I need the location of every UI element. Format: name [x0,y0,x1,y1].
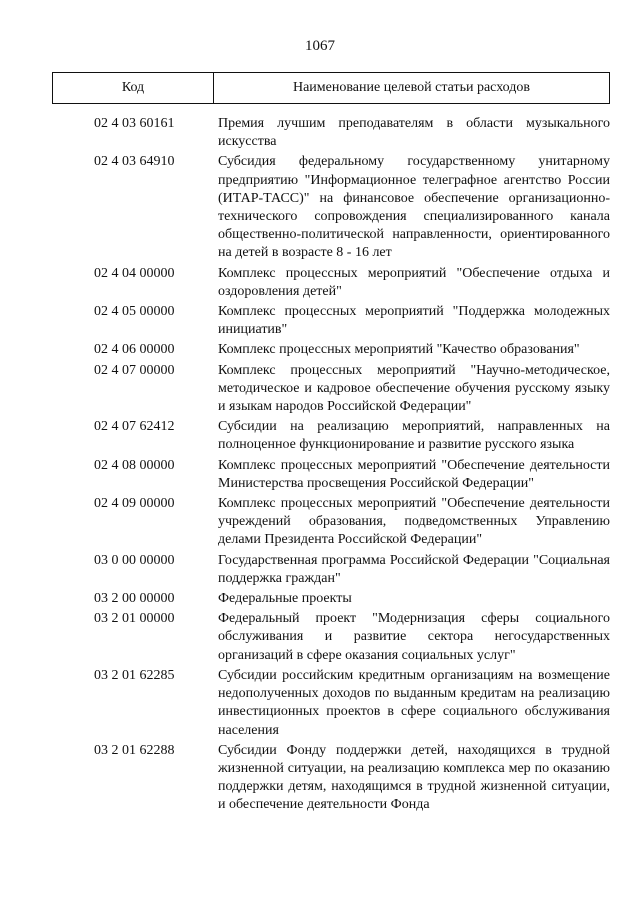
table-row [52,667,610,740]
row-name: Субсидия федеральному государственному унитарному предприятию "Информационное телеграфное агентство России (ИТАР-ТАСС)" на финансовое обеспечение организационно-технического сопровождения специализированного канала общественно-политической направленности, ориентированного на детей в возрасте 8 - 16 лет [218,154,610,261]
table-row [52,552,610,588]
row-code: 02 4 03 64910 [94,154,175,170]
row-name: Субсидии на реализацию мероприятий, направленных на полноценное функционирование и развитие русского языка [218,419,610,453]
table-row [52,495,610,550]
row-name: Комплекс процессных мероприятий "Поддержка молодежных инициатив" [218,304,610,338]
row-name: Комплекс процессных мероприятий "Качество образования" [218,342,580,358]
row-name: Премия лучшим преподавателям в области музыкального искусства [218,116,610,150]
table-row [52,610,610,665]
row-code: 02 4 07 62412 [94,419,175,435]
row-name: Субсидии российским кредитным организациям на возмещение недополученных доходов по выданным кредитам на реализацию инвестиционных проектов в сфере социального обслуживания населения [218,667,610,738]
row-name: Комплекс процессных мероприятий "Обеспечение деятельности учреждений образования, подведомственных Управлению делами Президента Российской Федерации" [218,496,610,548]
row-name: Государственная программа Российской Федерации "Социальная поддержка граждан" [218,552,610,586]
table-row [52,115,610,151]
table-row [52,303,610,339]
row-code: 02 4 04 00000 [94,265,175,281]
row-code: 03 2 00 00000 [94,591,175,607]
row-name: Субсидии Фонду поддержки детей, находящихся в трудной жизненной ситуации, на реализацию комплекса мер по оказанию поддержки детям, находящимся в трудной жизненной ситуации, и обеспечение деятельности Фонда [218,742,610,813]
table-row [52,362,610,417]
row-code: 02 4 05 00000 [94,304,175,320]
table-row [52,418,610,454]
table-header [52,72,610,104]
row-code: 02 4 07 00000 [94,362,175,378]
table-row [52,457,610,493]
table-row [52,341,610,359]
row-name: Комплекс процессных мероприятий "Обеспечение деятельности Министерства просвещения Российской Федерации" [218,457,610,491]
row-code: 02 4 09 00000 [94,496,175,512]
row-code: 02 4 06 00000 [94,342,175,358]
row-name: Федеральные проекты [218,591,352,607]
table-body [52,115,610,817]
page-number: 1067 [305,38,335,54]
row-code: 03 2 01 00000 [94,611,175,627]
row-code: 02 4 03 60161 [94,116,175,131]
table-row [52,265,610,301]
table-row [52,153,610,262]
table-row [52,742,610,815]
row-code: 03 2 01 62285 [94,667,175,683]
header-code: Код [53,73,214,103]
row-name: Комплекс процессных мероприятий "Научно-методическое, методическое и кадровое обеспечение обучения русскому языку и языкам народов Российской Федерации" [218,362,610,415]
table-row [52,590,610,608]
row-name: Комплекс процессных мероприятий "Обеспечение отдыха и оздоровления детей" [218,265,610,299]
header-name: Наименование целевой статьи расходов [292,80,531,95]
row-name: Федеральный проект "Модернизация сферы социального обслуживания и развитие сектора негосударственных организаций в сфере оказания социальных услуг" [218,611,610,663]
row-code: 02 4 08 00000 [94,457,175,473]
row-code: 03 2 01 62288 [94,742,175,758]
row-code: 03 0 00 00000 [94,552,175,568]
